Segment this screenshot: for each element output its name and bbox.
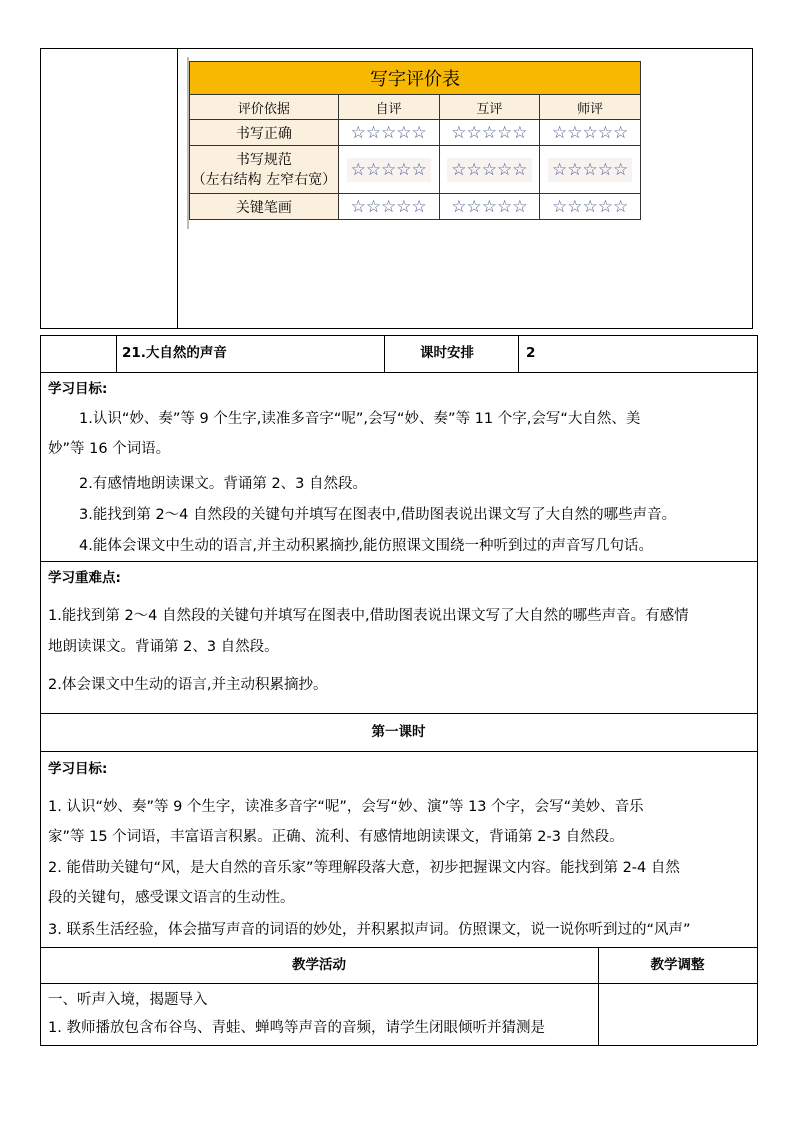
row-divider [40, 751, 757, 752]
key-point-line: 2.体会课文中生动的语言,并主动积累摘抄。 [48, 677, 328, 693]
key-point-line: 地朗读课文。背诵第 2、3 自然段。 [48, 639, 279, 655]
star-rating[interactable]: ☆☆☆☆☆ [451, 122, 528, 143]
star-rating[interactable]: ☆☆☆☆☆ [350, 122, 427, 143]
period-goals-heading: 学习目标: [48, 761, 108, 777]
schedule-value: 2 [526, 345, 536, 361]
row-divider [40, 372, 757, 373]
row-divider [40, 713, 757, 714]
header-self-eval: 自评 [338, 95, 439, 120]
criterion-correct: 书写正确 [190, 120, 339, 146]
star-rating[interactable]: ☆☆☆☆☆ [552, 196, 629, 217]
divider [116, 335, 117, 372]
star-rating[interactable]: ☆☆☆☆☆ [552, 122, 629, 143]
adjust-heading: 教学调整 [650, 957, 705, 973]
period-goal-line: 家”等 15 个词语，丰富语言积累。正确、流利、有感情地朗读课文，背诵第 2-3 自然段。 [48, 829, 624, 845]
goals-heading: 学习目标: [48, 381, 108, 397]
period-goal-line: 3. 联系生活经验，体会描写声音的词语的妙处，并积累拟声词。仿照课文，说一说你听到过的“风声” [48, 922, 691, 938]
period-heading: 第一课时 [371, 724, 426, 740]
goal-line: 2.有感情地朗读课文。背诵第 2、3 自然段。 [79, 476, 368, 492]
border [40, 335, 41, 1045]
schedule-label: 课时安排 [420, 345, 474, 361]
row-divider [40, 561, 757, 562]
star-rating[interactable]: ☆☆☆☆☆ [451, 196, 528, 217]
activity-heading: 教学活动 [292, 957, 346, 973]
header-teacher-eval: 师评 [540, 95, 641, 120]
activity-line: 一、听声入境，揭题导入 [48, 992, 208, 1008]
star-rating[interactable]: ☆☆☆☆☆ [548, 158, 632, 182]
left-column-divider [177, 49, 178, 328]
divider [384, 335, 385, 372]
criterion-standard-line1: 书写规范 [235, 151, 292, 168]
star-rating[interactable]: ☆☆☆☆☆ [350, 196, 427, 217]
evaluation-table-title: 写字评价表 [190, 62, 641, 95]
criterion-standard-line2: （左右结构 左窄右宽） [191, 171, 337, 188]
goal-line: 1.认识“妙、奏”等 9 个生字,读准多音字“呢”,会写“妙、奏”等 11 个字,会写“大自然、美 [79, 411, 641, 427]
header-peer-eval: 互评 [439, 95, 540, 120]
goal-line: 3.能找到第 2～4 自然段的关键句并填写在图表中,借助图表说出课文写了大自然的哪些声音。 [79, 507, 677, 523]
border [40, 1045, 757, 1046]
key-point-line: 1.能找到第 2～4 自然段的关键句并填写在图表中,借助图表说出课文写了大自然的哪些声音。有感情 [48, 608, 689, 624]
divider [518, 335, 519, 372]
row-divider [40, 983, 757, 984]
star-rating[interactable]: ☆☆☆☆☆ [447, 158, 531, 182]
writing-evaluation-table [189, 61, 641, 220]
period-goal-line: 1. 认识“妙、奏”等 9 个生字，读准多音字“呢”，会写“妙、演”等 13 个字，会写“美妙、音乐 [48, 799, 644, 815]
evaluation-section [40, 48, 753, 329]
row-divider [40, 947, 757, 948]
key-points-heading: 学习重难点: [48, 570, 121, 586]
goal-line: 妙”等 16 个词语。 [48, 441, 171, 457]
criterion-key-strokes: 关键笔画 [190, 194, 339, 220]
border [40, 335, 757, 336]
goal-line: 4.能体会课文中生动的语言,并主动积累摘抄,能仿照课文围绕一种听到过的声音写几句话。 [79, 538, 654, 554]
lesson-plan-table [40, 335, 757, 1045]
period-goal-line: 2. 能借助关键句“风，是大自然的音乐家”等理解段落大意，初步把握课文内容。能找到第 2-4 自然 [48, 860, 680, 876]
lesson-title: 21.大自然的声音 [122, 345, 227, 361]
criterion-standard [190, 146, 339, 194]
star-rating[interactable]: ☆☆☆☆☆ [347, 158, 431, 182]
border [757, 335, 758, 1045]
activity-line: 1. 教师播放包含布谷鸟、青蛙、蝉鸣等声音的音频，请学生闭眼倾听并猜测是 [48, 1020, 545, 1036]
period-goal-line: 段的关键句，感受课文语言的生动性。 [48, 890, 295, 906]
header-criterion: 评价依据 [190, 95, 339, 120]
